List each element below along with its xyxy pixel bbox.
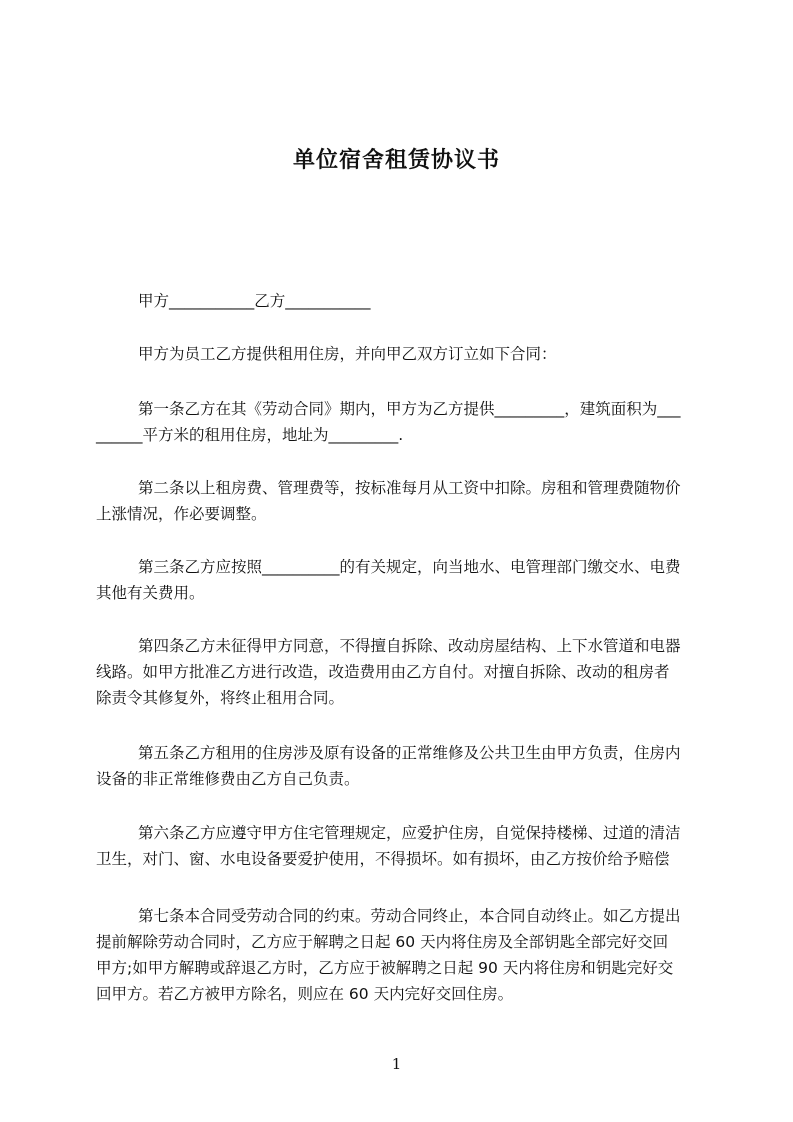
page-number: 1 bbox=[391, 1055, 402, 1073]
text-line: 第六条乙方应遵守甲方住宅管理规定，应爱护住房，自觉保持楼梯、过道的清洁 bbox=[138, 824, 681, 842]
article-2-paragraph bbox=[96, 475, 702, 527]
text-line: 上涨情况，作必要调整。 bbox=[96, 505, 267, 523]
text-line: 第五条乙方租用的住房涉及原有设备的正常维修及公共卫生由甲方负责，住房内 bbox=[138, 744, 681, 762]
preamble-paragraph bbox=[96, 341, 702, 367]
article-7-paragraph bbox=[96, 903, 702, 1007]
article-3-paragraph bbox=[96, 554, 702, 606]
article-4-paragraph bbox=[96, 633, 702, 711]
article-1-paragraph bbox=[96, 396, 702, 448]
text-line: ______平方米的租用住房，地址为_________. bbox=[96, 426, 404, 444]
text-line: 第二条以上租房费、管理费等，按标准每月从工资中扣除。房租和管理费随物价 bbox=[138, 479, 681, 497]
text-line: 第七条本合同受劳动合同的约束。劳动合同终止，本合同自动终止。如乙方提出 bbox=[138, 907, 681, 925]
text-line: 甲方;如甲方解聘或辞退乙方时，乙方应于被解聘之日起 90 天内将住房和钥匙完好交 bbox=[96, 959, 674, 977]
text-line: 回甲方。若乙方被甲方除名，则应在 60 天内完好交回住房。 bbox=[96, 985, 514, 1003]
parties-line bbox=[96, 288, 702, 314]
text-line: 除责令其修复外，将终止租用合同。 bbox=[96, 689, 345, 707]
text-line: 设备的非正常维修费由乙方自己负责。 bbox=[96, 770, 360, 788]
text-line: 其他有关费用。 bbox=[96, 584, 205, 602]
text-line: 第三条乙方应按照__________的有关规定，向当地水、电管理部门缴交水、电费 bbox=[138, 558, 681, 576]
article-5-paragraph bbox=[96, 740, 702, 792]
text-line: 卫生，对门、窗、水电设备要爱护使用，不得损坏。如有损坏，由乙方按价给予赔偿 bbox=[96, 850, 670, 868]
text-line: 第一条乙方在其《劳动合同》期内，甲方为乙方提供_________，建筑面积为___ bbox=[138, 400, 681, 418]
document-title: 单位宿舍租赁协议书 bbox=[292, 148, 500, 173]
text-line: 甲方___________乙方___________ bbox=[138, 292, 371, 310]
text-line: 提前解除劳动合同时，乙方应于解聘之日起 60 天内将住房及全部钥匙全部完好交回 bbox=[96, 933, 669, 951]
article-6-paragraph bbox=[96, 820, 702, 872]
text-line: 第四条乙方未征得甲方同意，不得擅自拆除、改动房屋结构、上下水管道和电器 bbox=[138, 637, 681, 655]
text-line: 甲方为员工乙方提供租用住房，并向甲乙双方订立如下合同： bbox=[138, 345, 557, 363]
text-line: 线路。如甲方批准乙方进行改造，改造费用由乙方自付。对擅自拆除、改动的租房者 bbox=[96, 663, 670, 681]
